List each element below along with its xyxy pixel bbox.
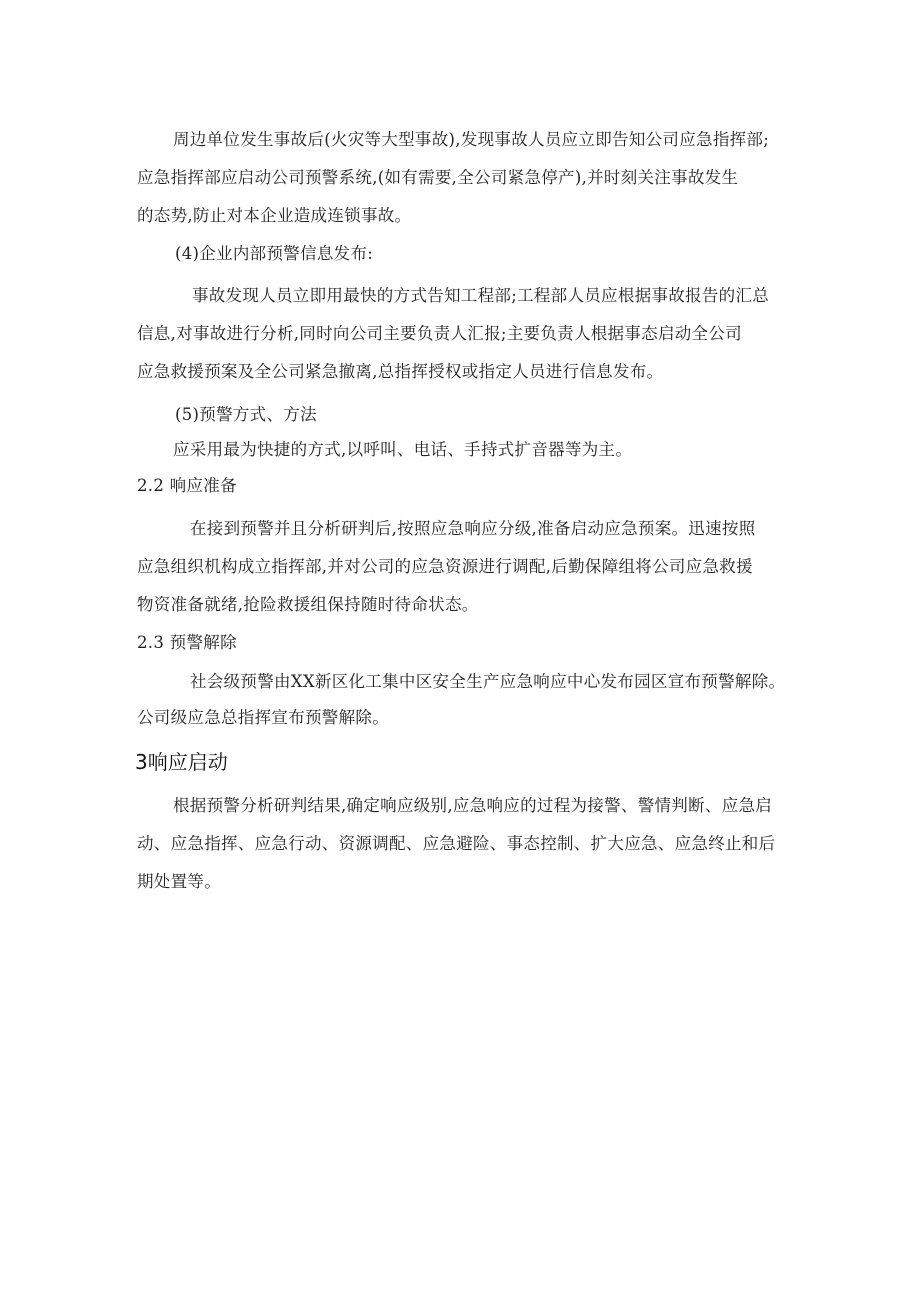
paragraph-line: 应采用最为快捷的方式,以呼叫、电话、手持式扩音器等为主。 [173,440,633,459]
paragraph-line: 信息,对事故进行分析,同时向公司主要负责人汇报;主要负责人根据事态启动全公司 [137,324,742,343]
paragraph-line: 应急救援预案及全公司紧急撤离,总指挥授权或指定人员进行信息发布。 [137,362,664,381]
paragraph-line: 应急指挥部应启动公司预警系统,(如有需要,全公司紧急停产),并时刻关注事故发生 [137,168,739,187]
paragraph-line: 根据预警分析研判结果,确定响应级别,应急响应的过程为接警、警情判断、应急启 [173,796,773,815]
list-item-title: (4)企业内部预警信息发布: [175,244,374,263]
paragraph-line: 物资准备就绪,抢险救援组保持随时待命状态。 [137,595,479,614]
paragraph-line: 的态势,防止对本企业造成连锁事故。 [137,206,412,225]
chapter-heading: 3响应启动 [135,750,228,774]
section-heading: 2.2 响应准备 [137,476,237,495]
paragraph-line: 公司级应急总指挥宣布预警解除。 [137,708,389,727]
paragraph-line: 社会级预警由XX新区化工集中区安全生产应急响应中心发布园区宣布预警解除。 [190,672,786,691]
list-item-title: (5)预警方式、方法 [175,405,317,424]
paragraph-line: 动、应急指挥、应急行动、资源调配、应急避险、事态控制、扩大应急、应急终止和后 [137,834,776,853]
paragraph-line: 应急组织机构成立指挥部,并对公司的应急资源进行调配,后勤保障组将公司应急救援 [137,557,753,576]
paragraph-line: 周边单位发生事故后(火灾等大型事故),发现事故人员应立即告知公司应急指挥部; [173,130,770,149]
section-heading: 2.3 预警解除 [137,633,237,652]
paragraph-line: 期处置等。 [137,872,221,891]
paragraph-line: 在接到预警并且分析研判后,按照应急响应分级,准备启动应急预案。迅速按照 [190,519,756,538]
paragraph-line: 事故发现人员立即用最快的方式告知工程部;工程部人员应根据事故报告的汇总 [192,286,770,305]
